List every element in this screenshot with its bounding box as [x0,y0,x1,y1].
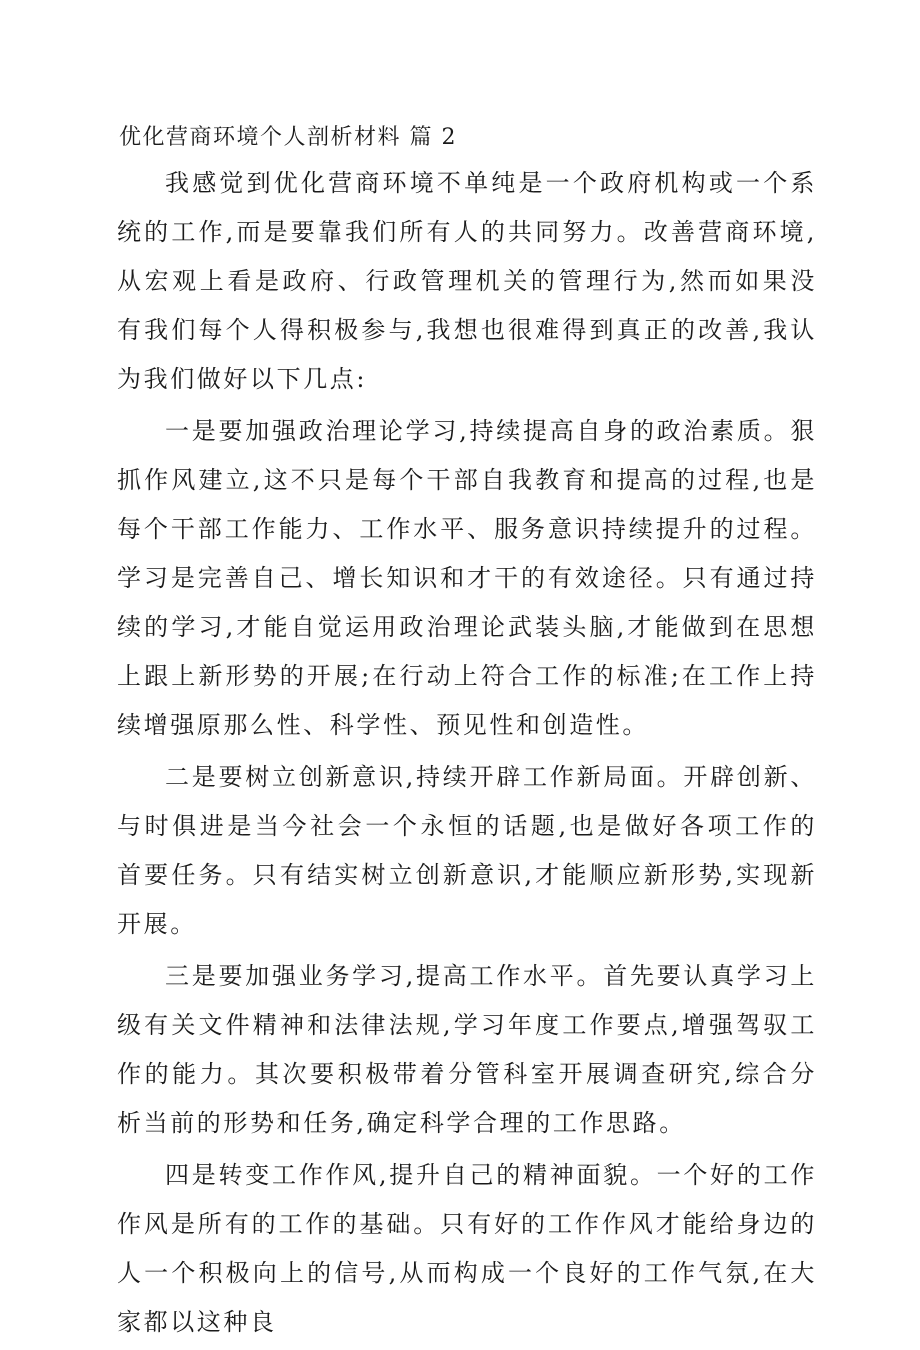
paragraph-point-four: 四是转变工作作风,提升自己的精神面貌。一个好的工作作风是所有的工作的基础。只有好的工作作风才能给身边的人一个积极向上的信号,从而构成一个良好的工作气氛,在大家都以这种良 [117,1161,817,1336]
paragraph-intro: 我感觉到优化营商环境不单纯是一个政府机构或一个系统的工作,而是要靠我们所有人的共同努力。改善营商环境,从宏观上看是政府、行政管理机关的管理行为,然而如果没有我们每个人得积极参与,我想也很难得到真正的改善,我认为我们做好以下几点: [117,169,817,393]
document-title: 优化营商环境个人剖析材料 篇 2 [119,125,457,150]
document-body [117,117,817,1350]
paragraph-point-one: 一是要加强政治理论学习,持续提高自身的政治素质。狠抓作风建立,这不只是每个干部自我教育和提高的过程,也是每个干部工作能力、工作水平、服务意识持续提升的过程。学习是完善自己、增长知识和才干的有效途径。只有通过持续的学习,才能自觉运用政治理论武装头脑,才能做到在思想上跟上新形势的开展;在行动上符合工作的标准;在工作上持续增强原那么性、科学性、预见性和创造性。 [117,417,817,739]
paragraph-point-two: 二是要树立创新意识,持续开辟工作新局面。开辟创新、与时俱进是当今社会一个永恒的话题,也是做好各项工作的首要任务。只有结实树立创新意识,才能顺应新形势,实现新开展。 [117,763,817,938]
paragraph-point-three: 三是要加强业务学习,提高工作水平。首先要认真学习上级有关文件精神和法律法规,学习年度工作要点,增强驾驭工作的能力。其次要积极带着分管科室开展调查研究,综合分析当前的形势和任务,确定科学合理的工作思路。 [117,962,817,1137]
